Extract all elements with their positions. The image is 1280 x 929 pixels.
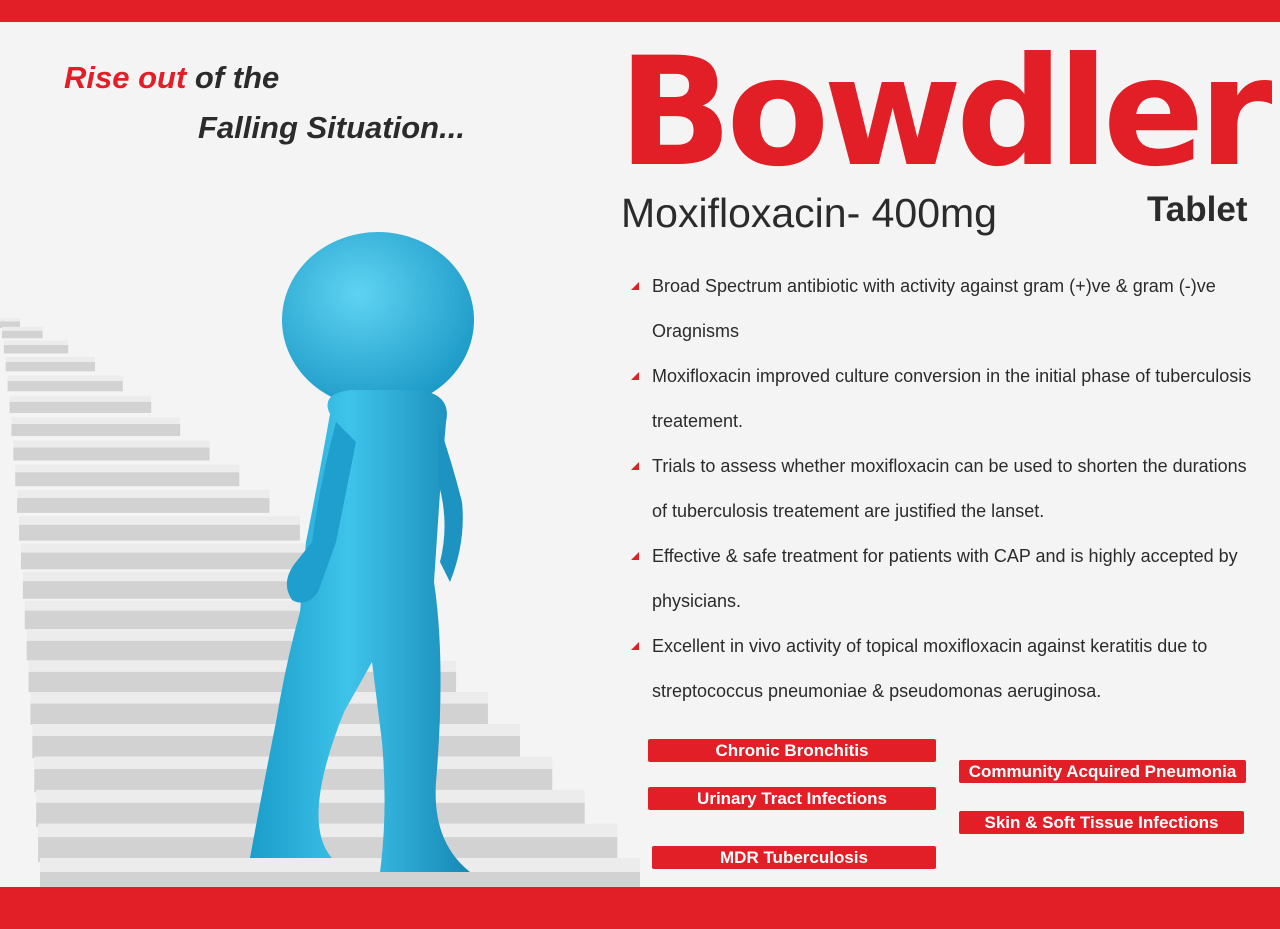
stair-step-riser: [11, 424, 180, 436]
benefit-item: Broad Spectrum antibiotic with activity against gram (+)ve & gram (-)ve Oragnisms: [630, 264, 1260, 354]
generic-name: Moxifloxacin- 400mg: [621, 190, 997, 236]
bottom-red-band: [0, 887, 1280, 929]
red-triangle-bullet-icon: [631, 372, 639, 380]
top-red-band: [0, 0, 1280, 22]
stair-step-top: [21, 544, 331, 553]
benefit-item: Moxifloxacin improved culture conversion in the initial phase of tuberculosis treatement.: [630, 354, 1260, 444]
stair-step-riser: [40, 872, 640, 887]
benefit-item: Excellent in vivo activity of topical moxifloxacin against keratitis due to streptococcus pneumoniae & pseudomonas aeruginosa.: [630, 624, 1260, 714]
stair-step-top: [10, 396, 152, 402]
brand-name: Bowdler: [618, 26, 1267, 200]
red-triangle-bullet-icon: [631, 642, 639, 650]
red-triangle-bullet-icon: [631, 552, 639, 560]
stair-step-riser: [15, 472, 239, 486]
stair-step-top: [38, 824, 617, 838]
stair-step-top: [11, 418, 180, 425]
stair-step-riser: [13, 448, 209, 461]
benefit-list: [630, 264, 1260, 714]
indication-mdr-tuberculosis: MDR Tuberculosis: [652, 846, 936, 869]
stair-step-riser: [4, 345, 68, 353]
indication-chronic-bronchitis: Chronic Bronchitis: [648, 739, 936, 762]
stair-step-riser: [2, 331, 43, 338]
stair-step-top: [8, 376, 123, 382]
stair-step-riser: [8, 381, 123, 391]
stair-step-riser: [21, 553, 331, 570]
indication-urinary-tract-infections: Urinary Tract Infections: [648, 787, 936, 810]
red-triangle-bullet-icon: [631, 462, 639, 470]
stair-step-top: [6, 357, 95, 362]
tagline-highlight: Rise out: [64, 60, 187, 95]
dosage-form: Tablet: [1147, 190, 1248, 229]
stair-step-riser: [19, 525, 300, 541]
stairs-figure-illustration: [0, 22, 640, 887]
tagline-line-2: Falling Situation...: [198, 110, 465, 145]
stair-step-top: [2, 327, 43, 331]
tagline-line-1: [64, 60, 279, 96]
stair-step-top: [15, 465, 239, 473]
stair-step-top: [40, 858, 640, 872]
indication-community-acquired-pneumonia: Community Acquired Pneumonia: [959, 760, 1246, 783]
stair-step-riser: [6, 362, 95, 371]
stair-step-top: [0, 318, 20, 322]
red-triangle-bullet-icon: [631, 282, 639, 290]
benefit-item: Effective & safe treatment for patients with CAP and is highly accepted by physicians.: [630, 534, 1260, 624]
stair-step-top: [17, 490, 269, 498]
tagline-rest: of the: [186, 60, 280, 95]
stair-step-riser: [17, 498, 269, 513]
benefit-item: Trials to assess whether moxifloxacin can be used to shorten the durations of tuberculosis treatement are justified the lanset.: [630, 444, 1260, 534]
indication-skin-soft-tissue-infections: Skin & Soft Tissue Infections: [959, 811, 1244, 834]
stair-step-top: [19, 516, 300, 525]
stair-step-top: [13, 441, 209, 448]
stair-step-top: [4, 341, 68, 346]
stair-step-riser: [10, 402, 152, 413]
